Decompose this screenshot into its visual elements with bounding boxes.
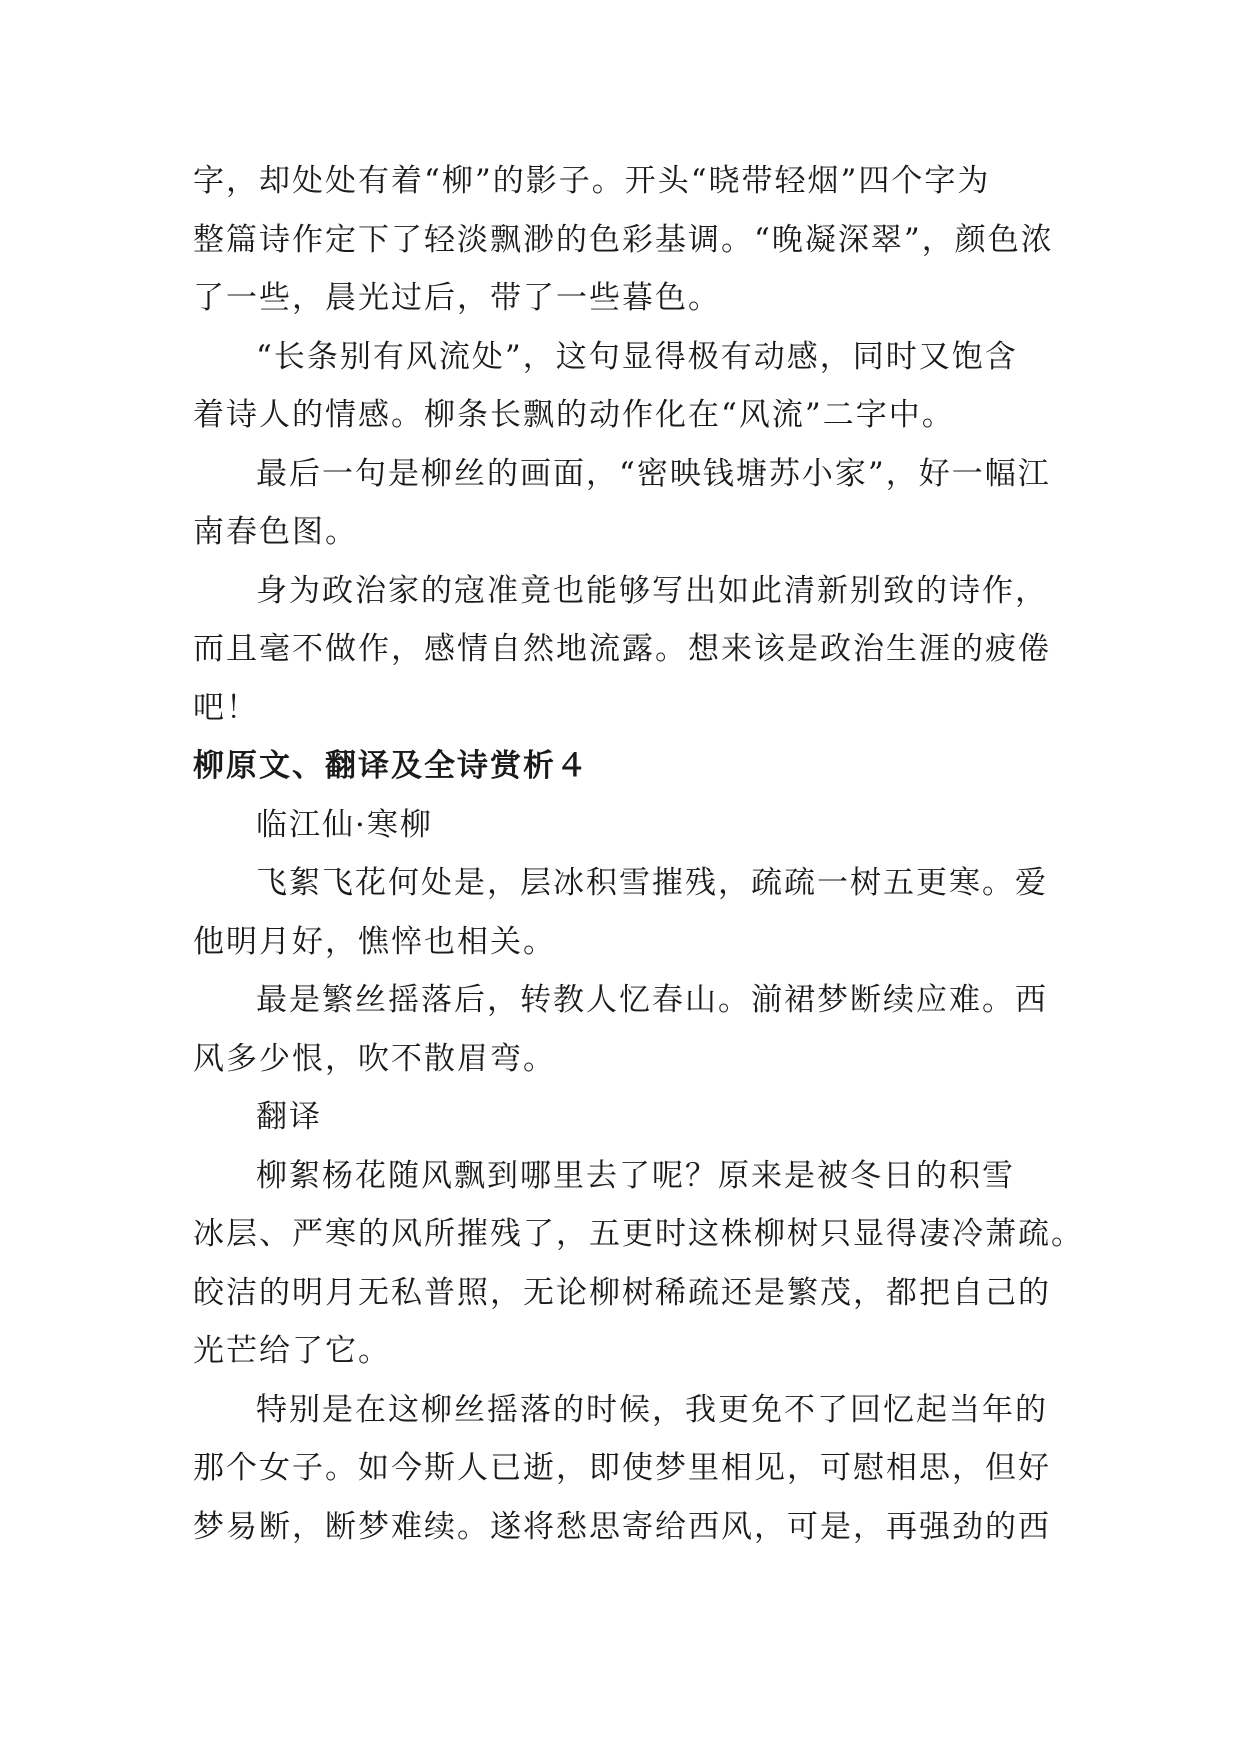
- translation-label: [193, 1088, 1053, 1147]
- paragraph-2: [193, 328, 1053, 445]
- text-line: 柳絮杨花随风飘到哪里去了呢？原来是被冬日的积雪: [256, 1157, 1015, 1194]
- text-line: 最是繁丝摇落后，转教人忆春山。湔裙梦断续应难。西: [256, 982, 1048, 1018]
- text-line: 而且毫不做作，感情自然地流露。想来该是政治生涯的疲倦: [193, 631, 1051, 667]
- document-body: [193, 152, 1084, 1556]
- text-line: 特别是在这柳丝摇落的时候，我更免不了回忆起当年的: [256, 1391, 1048, 1428]
- text-line: 南春色图。: [193, 514, 358, 550]
- poem-title-text: 临江仙·寒柳: [256, 806, 433, 843]
- text-line: 飞絮飞花何处是，层冰积雪摧残，疏疏一树五更寒。爱: [256, 865, 1048, 901]
- text-line: 风多少恨，吹不散眉弯。: [193, 1040, 556, 1077]
- text-line: 最后一句是柳丝的画面，“密映钱塘苏小家”，好一幅江: [256, 455, 1051, 492]
- poem-stanza-2: [193, 971, 1053, 1088]
- text-line: 光芒给了它。: [193, 1333, 391, 1369]
- text-line: 身为政治家的寇准竟也能够写出如此清新别致的诗作，: [256, 572, 1048, 609]
- text-line: 了一些，晨光过后，带了一些暮色。: [193, 280, 721, 316]
- text-line: 梦易断，断梦难续。遂将愁思寄给西风，可是，再强劲的西: [193, 1508, 1051, 1545]
- translation-paragraph-1: [193, 1147, 1084, 1381]
- text-line: “长条别有风流处”，这句显得极有动感，同时又饱含: [256, 338, 1018, 375]
- text-line: 吧！: [193, 689, 259, 726]
- paragraph-3: [193, 445, 1053, 562]
- paragraph-4: [193, 562, 1053, 738]
- text-line: 整篇诗作定下了轻淡飘渺的色彩基调。“晚凝深翠”，颜色浓: [193, 221, 1054, 258]
- text-line: 皎洁的明月无私普照，无论柳树稀疏还是繁茂，都把自己的: [193, 1274, 1051, 1311]
- text-line: 冰层、严寒的风所摧残了，五更时这株柳树只显得凄冷萧疏。: [193, 1216, 1084, 1252]
- poem-stanza-1: [193, 854, 1053, 971]
- text-line: 他明月好，憔悴也相关。: [193, 923, 556, 960]
- translation-paragraph-2: [193, 1381, 1053, 1557]
- section-heading: 柳原文、翻译及全诗赏析４: [193, 748, 589, 784]
- translation-label-text: 翻译: [256, 1099, 322, 1135]
- text-line: 字，却处处有着“柳”的影子。开头“晓带轻烟”四个字为: [193, 163, 991, 199]
- text-line: 那个女子。如今斯人已逝，即使梦里相见，可慰相思，但好: [193, 1450, 1051, 1486]
- poem-title: [193, 796, 1053, 855]
- paragraph-1: [193, 152, 1053, 328]
- text-line: 着诗人的情感。柳条长飘的动作化在“风流”二字中。: [193, 397, 955, 433]
